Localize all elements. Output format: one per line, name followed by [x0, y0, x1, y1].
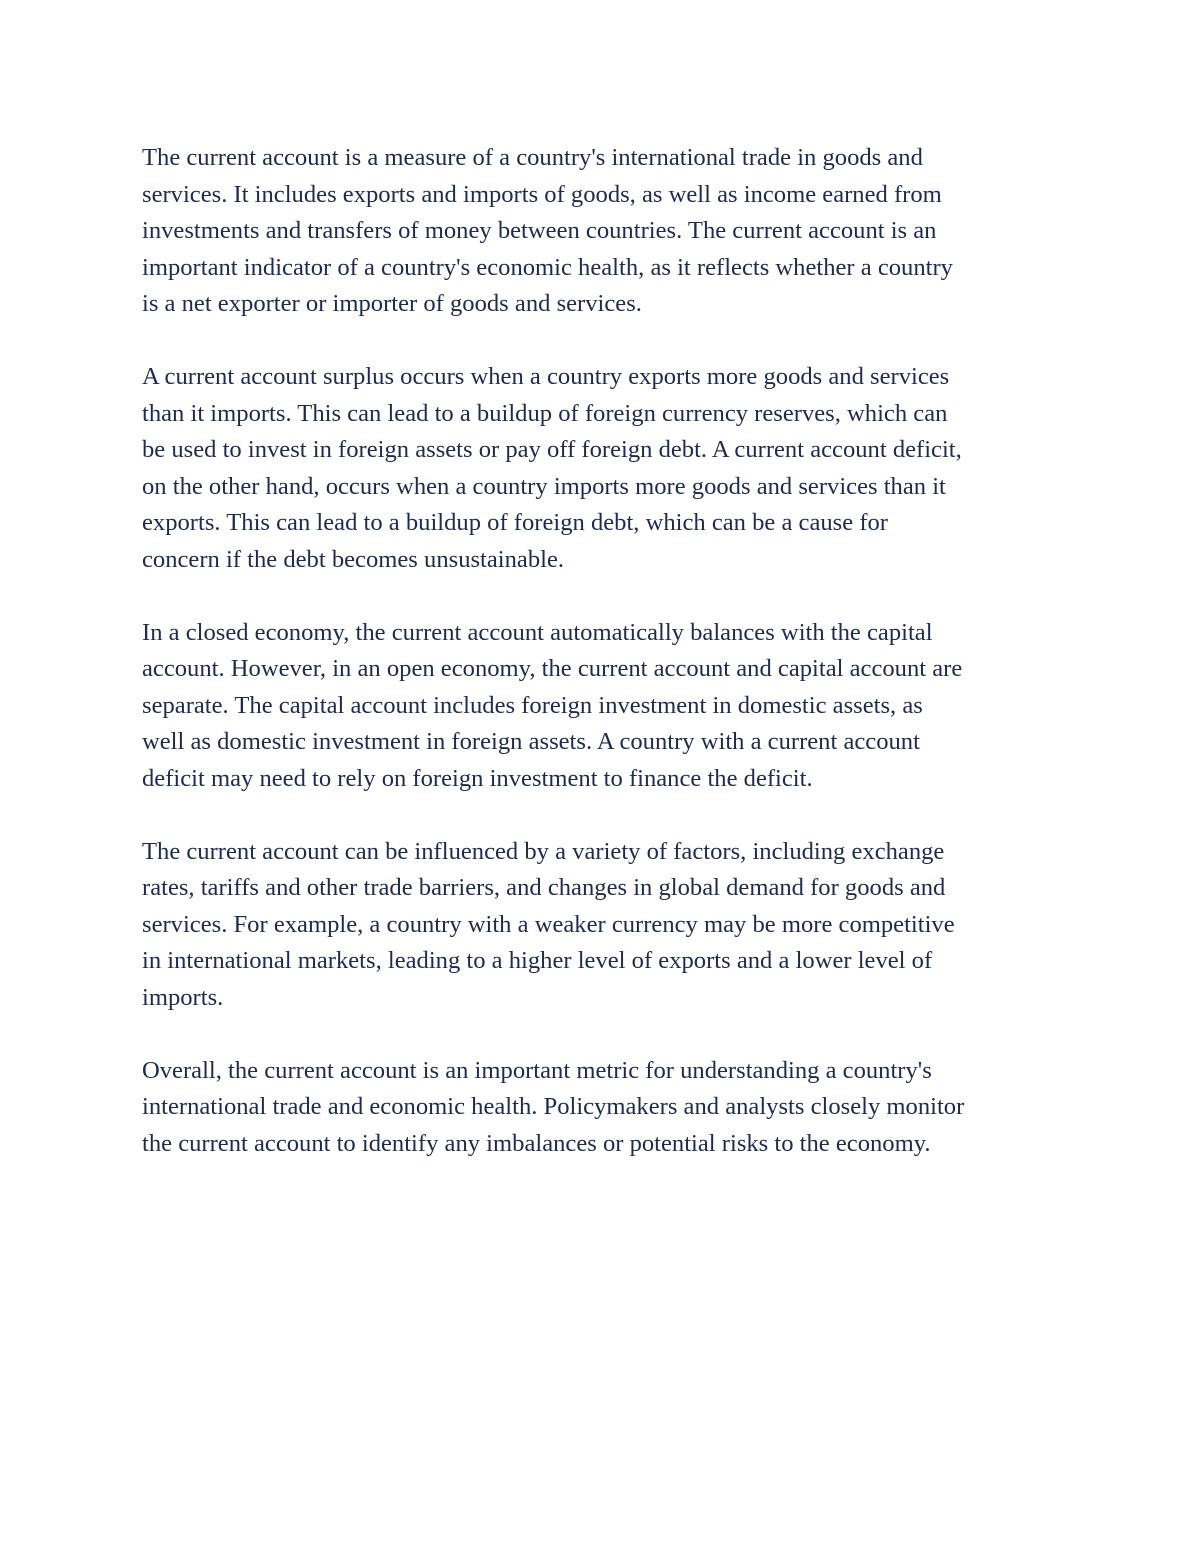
text-line: on the other hand, occurs when a country imports more goods and services than it — [142, 472, 946, 500]
paragraph-overall-summary — [142, 1053, 1067, 1163]
text-line: account. However, in an open economy, the current account and capital account are — [142, 655, 963, 682]
text-line: the current account to identify any imbalances or potential risks to the economy. — [142, 1129, 931, 1157]
paragraph-surplus-deficit — [142, 359, 1067, 578]
paragraph-current-account-definition — [142, 140, 1067, 323]
text-line: services. It includes exports and imports of goods, as well as income earned from — [142, 180, 942, 208]
text-line: investments and transfers of money between countries. The current account is an — [142, 217, 937, 244]
text-line: important indicator of a country's economic health, as it reflects whether a country — [142, 253, 953, 281]
text-line: The current account is a measure of a country's international trade in goods and — [142, 144, 923, 171]
text-line: services. For example, a country with a weaker currency may be more competitive — [142, 910, 955, 938]
text-line: A current account surplus occurs when a country exports more goods and services — [142, 363, 950, 390]
document-body — [142, 140, 1067, 1199]
text-line: than it imports. This can lead to a buildup of foreign currency reserves, which can — [142, 399, 948, 427]
text-line: in international markets, leading to a higher level of exports and a lower level of — [142, 947, 933, 974]
text-line: The current account can be influenced by a variety of factors, including exchange — [142, 837, 945, 865]
paragraph-influencing-factors — [142, 834, 1067, 1017]
text-line: In a closed economy, the current account automatically balances with the capital — [142, 618, 933, 646]
text-line: concern if the debt becomes unsustainable. — [142, 545, 565, 573]
text-line: separate. The capital account includes foreign investment in domestic assets, as — [142, 691, 923, 719]
text-line: is a net exporter or importer of goods and services. — [142, 290, 642, 317]
text-line: be used to invest in foreign assets or pay off foreign debt. A current account deficit, — [142, 436, 962, 463]
text-line: international trade and economic health. Policymakers and analysts closely monitor — [142, 1093, 965, 1120]
text-line: deficit may need to rely on foreign investment to finance the deficit. — [142, 764, 813, 792]
paragraph-closed-open-economy — [142, 615, 1067, 798]
text-line: rates, tariffs and other trade barriers, and changes in global demand for goods and — [142, 874, 946, 901]
text-line: exports. This can lead to a buildup of foreign debt, which can be a cause for — [142, 509, 888, 536]
text-line: Overall, the current account is an important metric for understanding a country's — [142, 1056, 932, 1084]
text-line: imports. — [142, 983, 224, 1011]
text-line: well as domestic investment in foreign assets. A country with a current account — [142, 728, 920, 755]
